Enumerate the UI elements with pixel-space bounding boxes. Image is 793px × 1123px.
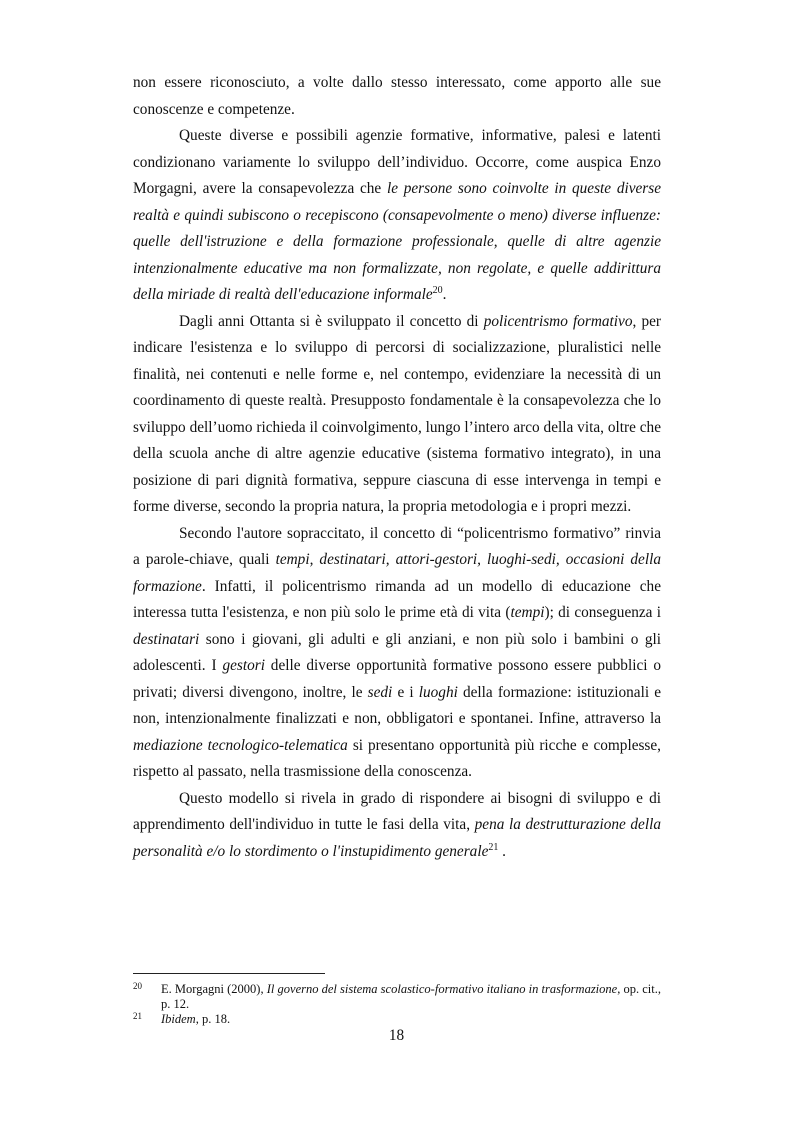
text-run: e i xyxy=(392,683,419,701)
italic-text: gestori xyxy=(222,657,265,674)
text-run: Dagli anni Ottanta si è sviluppato il concetto di xyxy=(179,312,484,330)
body-text xyxy=(133,70,661,865)
italic-text: pena la destrutturazione della personalità e/o lo stordimento o l'instupidimento generale xyxy=(133,816,661,860)
italic-text: luoghi xyxy=(418,683,458,701)
italic-text: mediazione tecnologico-telematica xyxy=(133,736,348,754)
text-run: . xyxy=(498,842,507,860)
paragraph-2 xyxy=(133,123,661,309)
text-run: Questo modello si rivela in grado di rispondere ai bisogni di sviluppo e di apprendimento dell'individuo in tutte le fasi della vita, xyxy=(133,789,661,833)
footnote-number: 21 xyxy=(133,1011,142,1021)
paragraph-5 xyxy=(133,786,661,866)
italic-text: le persone sono coinvolte in queste diverse realtà e quindi subiscono o recepiscono (consapevolmente o meno) diverse influenze: quelle dell'istruzione e della formazione professionale, quelle di altre agenzie intenzionalmente educative ma non formalizzate, non regolate, e quelle addirittura della miriade di realtà dell'educazione informale xyxy=(133,180,661,303)
text-run: delle diverse opportunità formative possono essere pubblici o privati; diversi divengono, inoltre, le xyxy=(133,657,662,701)
paragraph-3 xyxy=(133,309,661,521)
italic-text: tempi, destinatari, attori-gestori, luoghi-sedi, occasioni della formazione xyxy=(133,551,661,595)
footnote-number: 20 xyxy=(133,981,142,991)
footnote-text xyxy=(161,982,661,1011)
italic-text: policentrismo formativo xyxy=(483,312,633,330)
text-run: si presentano opportunità più ricche e complesse, rispetto al passato, nella trasmissione della conoscenza. xyxy=(133,736,662,780)
footnote-20 xyxy=(133,982,661,1012)
text-run: . Infatti, il policentrismo rimanda ad un modello di educazione che interessa tutta l'esistenza, e non più solo le prime età di vita ( xyxy=(133,577,661,621)
text-run: ); di conseguenza i xyxy=(544,604,662,621)
footnote-reference: 20 xyxy=(432,285,443,296)
text-run: , p. 18. xyxy=(195,1012,231,1026)
footnote-text xyxy=(161,1012,230,1026)
text-run: , op. cit., p. 12. xyxy=(161,982,662,1011)
text-run: sono i giovani, gli adulti e gli anziani, e non più solo i bambini o gli adolescenti. I xyxy=(133,630,661,674)
italic-text: destinatari xyxy=(133,630,200,648)
paragraph-4 xyxy=(133,521,661,786)
italic-text: tempi xyxy=(510,604,545,621)
italic-text: Il governo del sistema scolastico-formativo italiano in trasformazione xyxy=(266,982,618,996)
footnote-separator xyxy=(133,973,325,974)
text-run: E. Morgagni (2000), xyxy=(161,982,267,996)
text-run: Queste diverse e possibili agenzie formative, informative, palesi e latenti condizionano variamente lo sviluppo dell’individuo. Occorre, come auspica Enzo Morgagni, avere la consapevolezza che xyxy=(133,127,661,197)
footnote-21 xyxy=(133,1012,661,1027)
page-number: 18 xyxy=(388,1027,405,1044)
footnotes xyxy=(133,982,661,1027)
text-run: , per indicare l'esistenza e lo sviluppo di percorsi di socializzazione, pluralistici nelle finalità, nei contenuti e nelle forme e, nel contempo, evidenziare la necessità di un coordinamento di queste realtà. Presupposto fondamentale è la consapevolezza che lo sviluppo dell’uomo richieda il coinvolgimento, lungo l’intero arco della vita, oltre che della scuola anche di altre agenzie educative (sistema formativo integrato), in una posizione di pari dignità formativa, seppure ciascuna di esse intervenga in tempi e forme diverse, secondo la propria natura, la propria metodologia e i propri mezzi. xyxy=(133,312,662,515)
footnote-reference: 21 xyxy=(488,841,499,853)
paragraph-1 xyxy=(133,70,661,123)
italic-text: sedi xyxy=(367,683,393,701)
text-run: Secondo l'autore sopraccitato, il concetto di “policentrismo formativo” rinvia a parole-chiave, quali xyxy=(133,524,661,568)
italic-text: Ibidem xyxy=(161,1012,196,1026)
text-run: della formazione: istituzionali e non, intenzionalmente finalizzati e non, obbligatori e spontanei. Infine, attraverso la xyxy=(133,683,661,727)
text-run: non essere riconosciuto, a volte dallo stesso interessato, come apporto alle sue conoscenze e competenze. xyxy=(133,74,661,118)
text-run: . xyxy=(442,286,447,303)
